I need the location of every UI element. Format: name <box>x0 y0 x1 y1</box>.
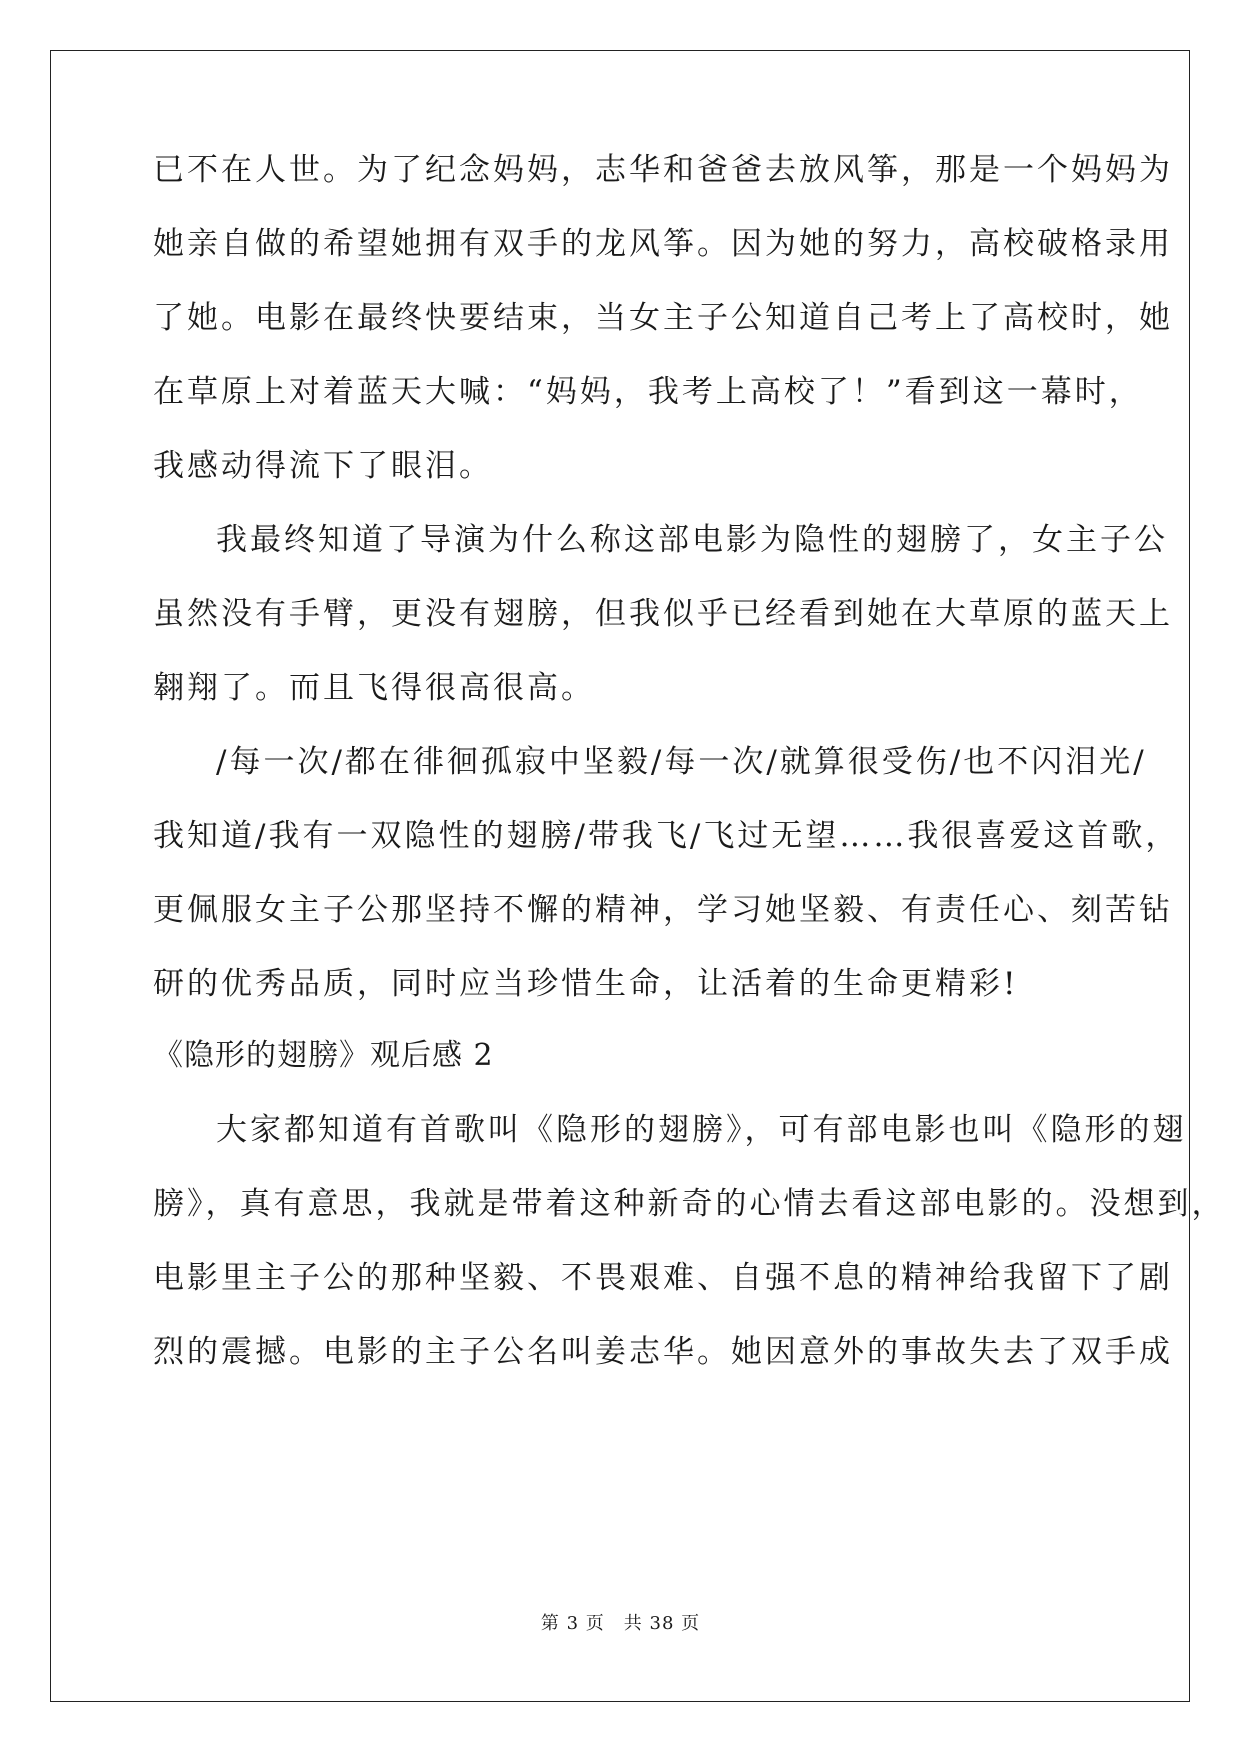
body-line-13: 大家都知道有首歌叫《隐形的翅膀》，可有部电影也叫《隐形的翅 <box>216 1112 1187 1148</box>
body-line-12: 研的优秀品质，同时应当珍惜生命，让活着的生命更精彩! <box>153 966 1019 1002</box>
body-line-14: 膀》，真有意思，我就是带着这种新奇的心情去看这部电影的。没想到， <box>153 1186 1226 1222</box>
body-line-1: 已不在人世。为了纪念妈妈，志华和爸爸去放风筝，那是一个妈妈为 <box>153 152 1173 188</box>
body-line-6: 我最终知道了导演为什么称这部电影为隐性的翅膀了，女主子公 <box>216 522 1168 558</box>
page-number: 第 3 页 共 38 页 <box>540 1613 701 1634</box>
body-line-9: /每一次/都在徘徊孤寂中坚毅/每一次/就算很受伤/也不闪泪光/ <box>216 744 1147 780</box>
body-line-2: 她亲自做的希望她拥有双手的龙风筝。因为她的努力，高校破格录用 <box>153 226 1173 262</box>
body-line-15: 电影里主子公的那种坚毅、不畏艰难、自强不息的精神给我留下了剧 <box>153 1260 1173 1296</box>
section-heading: 《隐形的翅膀》观后感 2 <box>153 1038 494 1073</box>
body-line-4: 在草原上对着蓝天大喊：“妈妈，我考上高校了！”看到这一幕时， <box>153 374 1143 410</box>
body-line-5: 我感动得流下了眼泪。 <box>153 448 493 484</box>
body-line-7: 虽然没有手臂，更没有翅膀，但我似乎已经看到她在大草原的蓝天上 <box>153 596 1173 632</box>
body-line-3: 了她。电影在最终快要结束，当女主子公知道自己考上了高校时，她 <box>153 300 1173 336</box>
body-line-10: 我知道/我有一双隐性的翅膀/带我飞/飞过无望……我很喜爱这首歌， <box>153 818 1180 854</box>
body-line-16: 烈的震撼。电影的主子公名叫姜志华。她因意外的事故失去了双手成 <box>153 1334 1173 1370</box>
body-line-11: 更佩服女主子公那坚持不懈的精神，学习她坚毅、有责任心、刻苦钻 <box>153 892 1173 928</box>
body-line-8: 翱翔了。而且飞得很高很高。 <box>153 670 595 706</box>
